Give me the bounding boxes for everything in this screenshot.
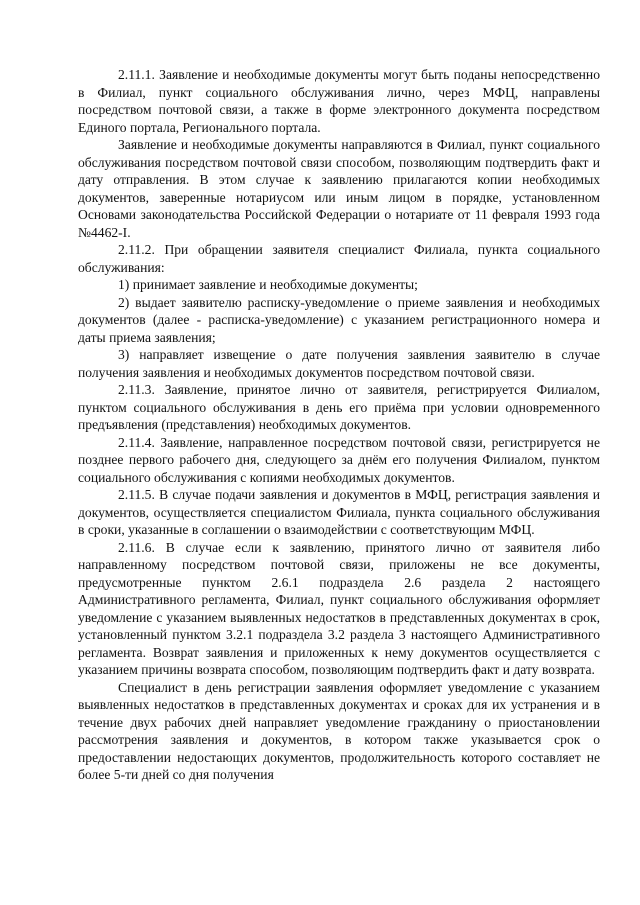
paragraph-2-11-1: 2.11.1. Заявление и необходимые документы могут быть поданы непосредственно в Филиал, пункт социального обслуживания лично, через МФЦ, направлены посредством почтовой связи, а также в форме электронного документа посредством Единого портала, Регионального портала.	[78, 67, 600, 135]
list-item-1: 1) принимает заявление и необходимые документы;	[118, 277, 418, 292]
paragraph-2-11-6: 2.11.6. В случае если к заявлению, принятого лично от заявителя либо направленному посредством почтовой связи, приложены не все документы, предусмотренные пунктом 2.6.1 подраздела 2.6 раздела 2 настоящего Административного регламента, Филиал, пункт социального обслуживания оформляет уведомление с указанием выявленных недостатков в представленных документах в срок, установленный пунктом 3.2.1 подраздела 3.2 раздела 3 настоящего Административного регламента. Возврат заявления и приложенных к нему документов осуществляется с указанием причины возврата способом, позволяющим подтвердить факт и дату возврата.	[78, 539, 600, 677]
paragraph-postal-submission: Заявление и необходимые документы направляются в Филиал, пункт социального обслуживания посредством почтовой связи способом, позволяющим подтвердить факт и дату отправления. В этом случае к заявлению прилагаются копии необходимых документов, заверенные нотариусом или иным лицом в порядке, установленном Основами законодательства Российской Федерации о нотариате от 11 февраля 1993 года №4462-I.	[78, 137, 600, 240]
paragraph-2-11-4: 2.11.4. Заявление, направленное посредством почтовой связи, регистрируется не позднее первого рабочего дня, следующего за днём его получения Филиалом, пунктом социального обслуживания с копиями необходимых документов.	[78, 434, 600, 485]
paragraph-2-11-5: 2.11.5. В случае подачи заявления и документов в МФЦ, регистрация заявления и документов, осуществляется специалистом Филиала, пункта социального обслуживания в сроки, указанные в соглашении о взаимодействии с соответствующим МФЦ.	[78, 487, 600, 537]
paragraph-2-11-2: 2.11.2. При обращении заявителя специалист Филиала, пункта социального обслуживания:	[78, 242, 600, 275]
paragraph-2-11-3: 2.11.3. Заявление, принятое лично от заявителя, регистрируется Филиалом, пунктом социального обслуживания в день его приёма при условии одновременного предъявления (представления) необходимых документов.	[78, 382, 600, 432]
document-page	[78, 66, 600, 784]
paragraph-specialist-notice: Специалист в день регистрации заявления оформляет уведомление с указанием выявленных недостатков в представленных документах и сроках для их устранения и в течение двух рабочих дней направляет уведомление гражданину о приостановлении рассмотрения заявления и документов, в котором также указывается срок о предоставлении недостающих документов, продолжительность которого составляет не более 5-ти дней со дня получения	[78, 679, 600, 782]
list-item-3: 3) направляет извещение о дате получения заявления заявителю в случае получения заявления и необходимых документов посредством почтовой связи.	[78, 347, 600, 380]
list-item-2: 2) выдает заявителю расписку-уведомление о приеме заявления и необходимых документов (далее - расписка-уведомление) с указанием регистрационного номера и даты приема заявления;	[78, 294, 600, 345]
